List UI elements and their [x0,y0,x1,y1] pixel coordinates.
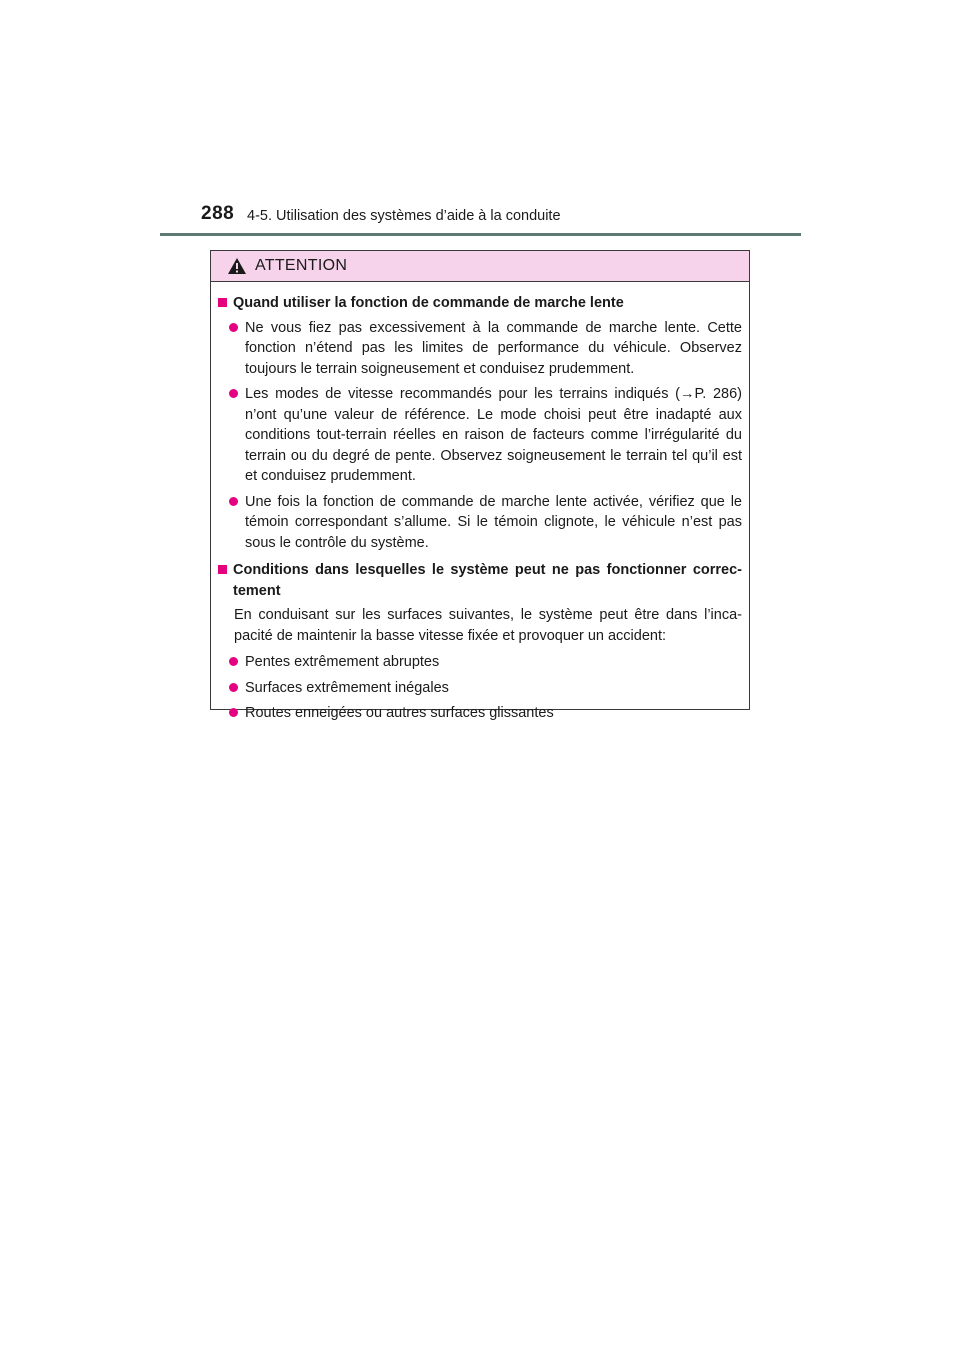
header-divider [160,233,801,236]
warning-header [211,251,749,282]
circle-bullet-icon [229,683,238,692]
square-bullet-icon [218,298,227,307]
list-item-text: Une fois la fonction de commande de marche lente activée, vérifiez que le témoin correspondant s’allume. Si le témoin clignote, le véhicule n’est pas sous le contrôle du système. [245,493,742,551]
list-item-text: Routes enneigées ou autres surfaces glissantes [245,705,554,721]
topic-title: Conditions dans lesquelles le système peut ne pas fonctionner correc-tement [233,562,742,599]
list-item-text: Pentes extrêmement abruptes [245,654,440,670]
list-item-text: Surfaces extrêmement inégales [245,679,449,696]
page-number: 288 [201,203,235,224]
topic-heading [217,293,742,314]
square-bullet-icon [218,565,227,574]
list-item [229,492,742,554]
topic-intro: En conduisant sur les surfaces suivantes, le système peut être dans l’inca-pacité de maintenir la basse vitesse fixée et provoquer un accident: [234,607,742,644]
list-item [229,318,742,380]
list-item [229,384,742,487]
list-item-text: Ne vous fiez pas excessivement à la commande de marche lente. Cette fonction n’étend pas les limites de performance du véhicule. Observez toujours le terrain soigneusement et conduisez prudemment. [245,319,742,377]
circle-bullet-icon [229,323,238,332]
topic-title: Quand utiliser la fonction de commande de marche lente [233,295,624,311]
warning-triangle-icon [227,257,247,275]
circle-bullet-icon [229,389,238,398]
circle-bullet-icon [229,708,238,717]
warning-title: ATTENTION [255,257,348,274]
list-item [229,678,742,699]
section-title: 4-5. Utilisation des systèmes d’aide à la conduite [247,208,561,224]
warning-box [210,250,750,721]
page-header [0,0,960,240]
list-item-text: Les modes de vitesse recommandés pour les terrains indiqués (→P. 286) n’ont qu’une valeur de référence. Le mode choisi peut être inadapté aux conditions tout-terrain réelles en raison de facteurs comme l’irrégularité du terrain ou du degré de pente. Observez soigneusement le terrain tel qu’il est et conduisez prudemment. [245,386,742,484]
warning-body [211,282,749,724]
circle-bullet-icon [229,657,238,666]
list-item [229,703,742,724]
list-item [229,652,742,673]
circle-bullet-icon [229,497,238,506]
topic-heading [217,560,742,601]
